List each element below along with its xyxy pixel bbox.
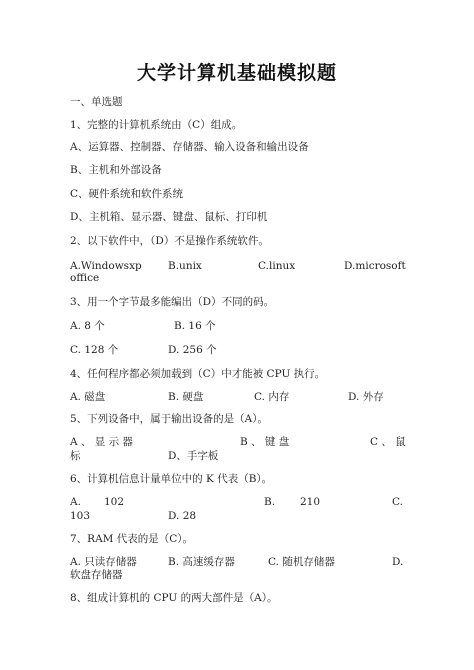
question-4-option-c: C. 内存 xyxy=(254,391,290,403)
question-4-option-d: D. 外存 xyxy=(348,391,384,403)
question-5-option-d: D、手字板 xyxy=(168,450,219,462)
question-2-option-b: B.unix xyxy=(168,260,202,272)
question-6-option-c-continued: 103 xyxy=(70,510,91,522)
question-3-option-d: D. 256 个 xyxy=(168,344,217,356)
question-6-option-b: B. xyxy=(264,496,276,508)
question-3-option-b: B. 16 个 xyxy=(174,320,216,332)
question-5-stem: 5、下列设备中，属于输出设备的是（A）。 xyxy=(70,413,269,425)
question-2-option-a: A.Windowsxp xyxy=(70,260,142,272)
question-2-option-c: C.linux xyxy=(258,260,296,272)
question-4-option-b: B. 硬盘 xyxy=(168,391,204,403)
question-7-option-a: A. 只读存储器 xyxy=(70,556,137,568)
page-title: 大学计算机基础模拟题 xyxy=(136,62,337,84)
question-6-option-a: A. xyxy=(70,496,81,508)
question-7-option-c: C. 随机存储器 xyxy=(268,556,335,568)
question-7-stem: 7、RAM 代表的是（C）。 xyxy=(70,533,194,545)
question-8-stem: 8、组成计算机的 CPU 的两大部件是（A）。 xyxy=(70,592,278,604)
question-4-option-a: A. 磁盘 xyxy=(70,391,106,403)
question-6-option-d: D. 28 xyxy=(168,510,197,522)
question-6-stem: 6、计算机信息计量单位中的 K 代表（B）。 xyxy=(70,473,273,485)
question-7-option-d: D. xyxy=(392,556,404,568)
question-5-option-a: A 、 显 示 器 xyxy=(70,436,133,448)
question-2-stem: 2、以下软件中，（D）不是操作系统软件。 xyxy=(70,235,269,247)
question-5-option-b: B 、 键 盘 xyxy=(240,436,290,448)
question-7-option-d-continued: 软盘存储器 xyxy=(70,569,123,581)
question-1-option-a: A、运算器、控制器、存储器、输入设备和输出设备 xyxy=(70,141,309,153)
question-3-option-c: C. 128 个 xyxy=(70,344,119,356)
question-7-option-b: B. 高速缓存器 xyxy=(168,556,235,568)
question-1-option-c: C、硬件系统和软件系统 xyxy=(70,188,184,200)
question-3-option-a: A. 8 个 xyxy=(70,320,105,332)
question-3-stem: 3、用一个字节最多能编出（D）不同的码。 xyxy=(70,296,275,308)
question-1-stem: 1、完整的计算机系统由（C）组成。 xyxy=(70,119,243,131)
question-2-option-d: D.microsoft xyxy=(344,260,406,272)
question-1-option-d: D、主机箱、显示器、键盘、鼠标、打印机 xyxy=(70,211,268,223)
question-2-option-d-continued: office xyxy=(70,272,100,284)
question-6-option-b-value: 210 xyxy=(300,496,321,508)
question-6-option-c: C. xyxy=(392,496,403,508)
question-5-option-c: C 、 鼠 xyxy=(370,436,406,448)
question-1-option-b: B、主机和外部设备 xyxy=(70,164,162,176)
question-6-option-a-value: 102 xyxy=(104,496,125,508)
question-5-option-c-continued: 标 xyxy=(70,450,81,462)
question-4-stem: 4、任何程序都必须加载到（C）中才能被 CPU 执行。 xyxy=(70,368,326,380)
section-heading: 一、单选题 xyxy=(70,96,123,108)
